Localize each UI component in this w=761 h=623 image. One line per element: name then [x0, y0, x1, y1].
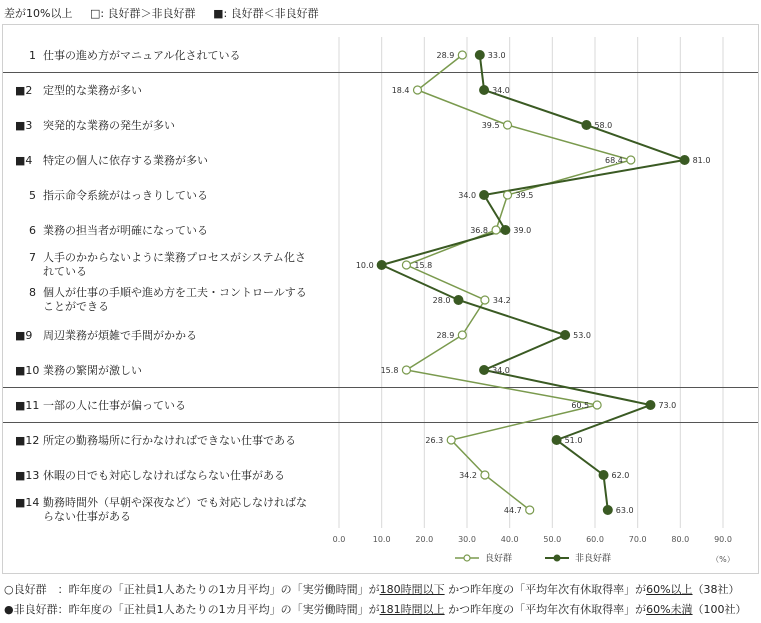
point-good — [504, 121, 512, 129]
data-label: 36.8 — [470, 226, 489, 235]
point-poor — [599, 471, 608, 480]
category-label: 定型的な業務が多い — [43, 84, 142, 97]
category-label: 業務の担当者が明確になっている — [43, 224, 208, 237]
point-poor — [552, 436, 561, 445]
data-label: 10.0 — [355, 261, 374, 270]
data-label: 28.9 — [436, 51, 455, 60]
point-poor — [377, 261, 386, 270]
category-label: 特定の個人に依存する業務が多い — [43, 154, 208, 167]
category-label: ことができる — [43, 300, 109, 313]
point-good — [492, 226, 500, 234]
row-number: ■4 — [15, 154, 33, 167]
legend-top — [4, 5, 333, 21]
x-tick-label: 10.0 — [372, 535, 391, 544]
data-label: 15.8 — [414, 261, 433, 270]
diff-note: 差が10%以上 — [4, 7, 73, 20]
footnote-good-group: ○良好群 ：昨年度の「正社員1人あたりの1カ月平均」の「実労働時間」が180時間以下 かつ昨年度の「平均年次有休取得率」が60%以上（38社） — [4, 583, 740, 596]
legend-marker-good — [464, 555, 470, 561]
point-poor — [680, 156, 689, 165]
data-label: 15.8 — [380, 366, 399, 375]
x-tick-label: 50.0 — [543, 535, 562, 544]
point-good — [402, 261, 410, 269]
point-poor — [501, 226, 510, 235]
row-number: ■3 — [15, 119, 33, 132]
category-label: 所定の勤務場所に行かなければできない仕事である — [43, 434, 296, 447]
row-number: ■10 — [15, 364, 40, 377]
data-label: 81.0 — [692, 156, 711, 165]
data-label: 63.0 — [615, 506, 634, 515]
data-label: 26.3 — [425, 436, 444, 445]
legend-label: 非良好群 — [575, 554, 612, 564]
data-label: 62.0 — [611, 471, 630, 480]
point-good — [504, 191, 512, 199]
point-poor — [646, 401, 655, 410]
point-good — [481, 296, 489, 304]
data-label: 34.2 — [459, 471, 477, 480]
row-number: 7 — [29, 251, 36, 264]
category-label: 人手のかからないように業務プロセスがシステム化さ — [43, 251, 306, 264]
category-label: 業務の繁閑が激しい — [43, 364, 142, 377]
point-good — [526, 506, 534, 514]
unit-label: （%） — [711, 555, 735, 564]
point-good — [447, 436, 455, 444]
category-label: らない仕事がある — [43, 510, 131, 523]
data-label: 28.9 — [436, 331, 455, 340]
point-good — [414, 86, 422, 94]
data-label: 73.0 — [658, 401, 677, 410]
data-label: 34.0 — [492, 86, 510, 95]
data-label: 53.0 — [573, 331, 591, 340]
row-number: ■13 — [15, 469, 40, 482]
chart-frame — [2, 24, 759, 574]
row-number: ■11 — [15, 399, 40, 412]
point-poor — [603, 506, 612, 515]
category-label: 指示命令系統がはっきりしている — [43, 189, 208, 202]
data-label: 58.0 — [594, 121, 613, 130]
point-poor — [480, 86, 489, 95]
line-chart — [3, 25, 758, 573]
category-label: 勤務時間外（早朝や深夜など）でも対応しなければな — [43, 496, 307, 509]
x-tick-label: 20.0 — [415, 535, 434, 544]
point-poor — [561, 331, 570, 340]
row-number: 6 — [29, 224, 36, 237]
footnote-poor-group: ●非良好群：昨年度の「正社員1人あたりの1カ月平均」の「実労働時間」が181時間以上 かつ昨年度の「平均年次有休取得率」が60%未満（100社） — [4, 603, 747, 616]
data-label: 60.5 — [571, 401, 590, 410]
category-label: 突発的な業務の発生が多い — [43, 119, 175, 132]
open-marker-note: □: 良好群＞非良好群 — [89, 7, 196, 20]
data-label: 34.2 — [492, 296, 511, 305]
point-good — [627, 156, 635, 164]
data-label: 51.0 — [564, 436, 583, 445]
row-number: 8 — [29, 286, 36, 299]
data-label: 34.0 — [492, 366, 510, 375]
row-number: ■9 — [15, 329, 33, 342]
point-good — [402, 366, 410, 374]
data-label: 18.4 — [391, 86, 410, 95]
x-tick-label: 80.0 — [671, 535, 690, 544]
data-label: 34.0 — [458, 191, 477, 200]
point-poor — [454, 296, 463, 305]
category-label: 一部の人に仕事が偏っている — [43, 399, 186, 412]
x-tick-label: 70.0 — [628, 535, 647, 544]
x-tick-label: 30.0 — [458, 535, 476, 544]
row-number: 1 — [29, 49, 36, 62]
category-label: 休暇の日でも対応しなければならない仕事がある — [43, 469, 285, 482]
filled-marker-note: ■: 良好群＜非良好群 — [213, 7, 319, 20]
point-good — [458, 51, 466, 59]
point-good — [593, 401, 601, 409]
category-label: 個人が仕事の手順や進め方を工夫・コントロールする — [43, 286, 307, 299]
category-label: 周辺業務が煩雑で手間がかかる — [43, 329, 197, 342]
x-tick-label: 0.0 — [332, 535, 346, 544]
data-label: 39.0 — [513, 226, 532, 235]
point-poor — [480, 191, 489, 200]
point-good — [458, 331, 466, 339]
point-good — [481, 471, 489, 479]
data-label: 39.5 — [481, 121, 500, 130]
point-poor — [475, 51, 484, 60]
point-poor — [582, 121, 591, 130]
legend-marker-poor — [554, 555, 561, 562]
legend-label: 良好群 — [485, 554, 513, 564]
row-number: ■2 — [15, 84, 33, 97]
point-poor — [480, 366, 489, 375]
data-label: 33.0 — [487, 51, 506, 60]
data-label: 44.7 — [503, 506, 522, 515]
row-number: 5 — [29, 189, 36, 202]
data-label: 39.5 — [515, 191, 534, 200]
category-label: れている — [43, 265, 87, 278]
x-tick-label: 90.0 — [714, 535, 732, 544]
data-label: 68.4 — [605, 156, 623, 165]
x-tick-label: 60.0 — [586, 535, 604, 544]
row-number: ■14 — [15, 496, 40, 509]
x-tick-label: 40.0 — [500, 535, 519, 544]
category-label: 仕事の進め方がマニュアル化されている — [43, 49, 241, 62]
row-number: ■12 — [15, 434, 40, 447]
data-label: 28.0 — [432, 296, 451, 305]
